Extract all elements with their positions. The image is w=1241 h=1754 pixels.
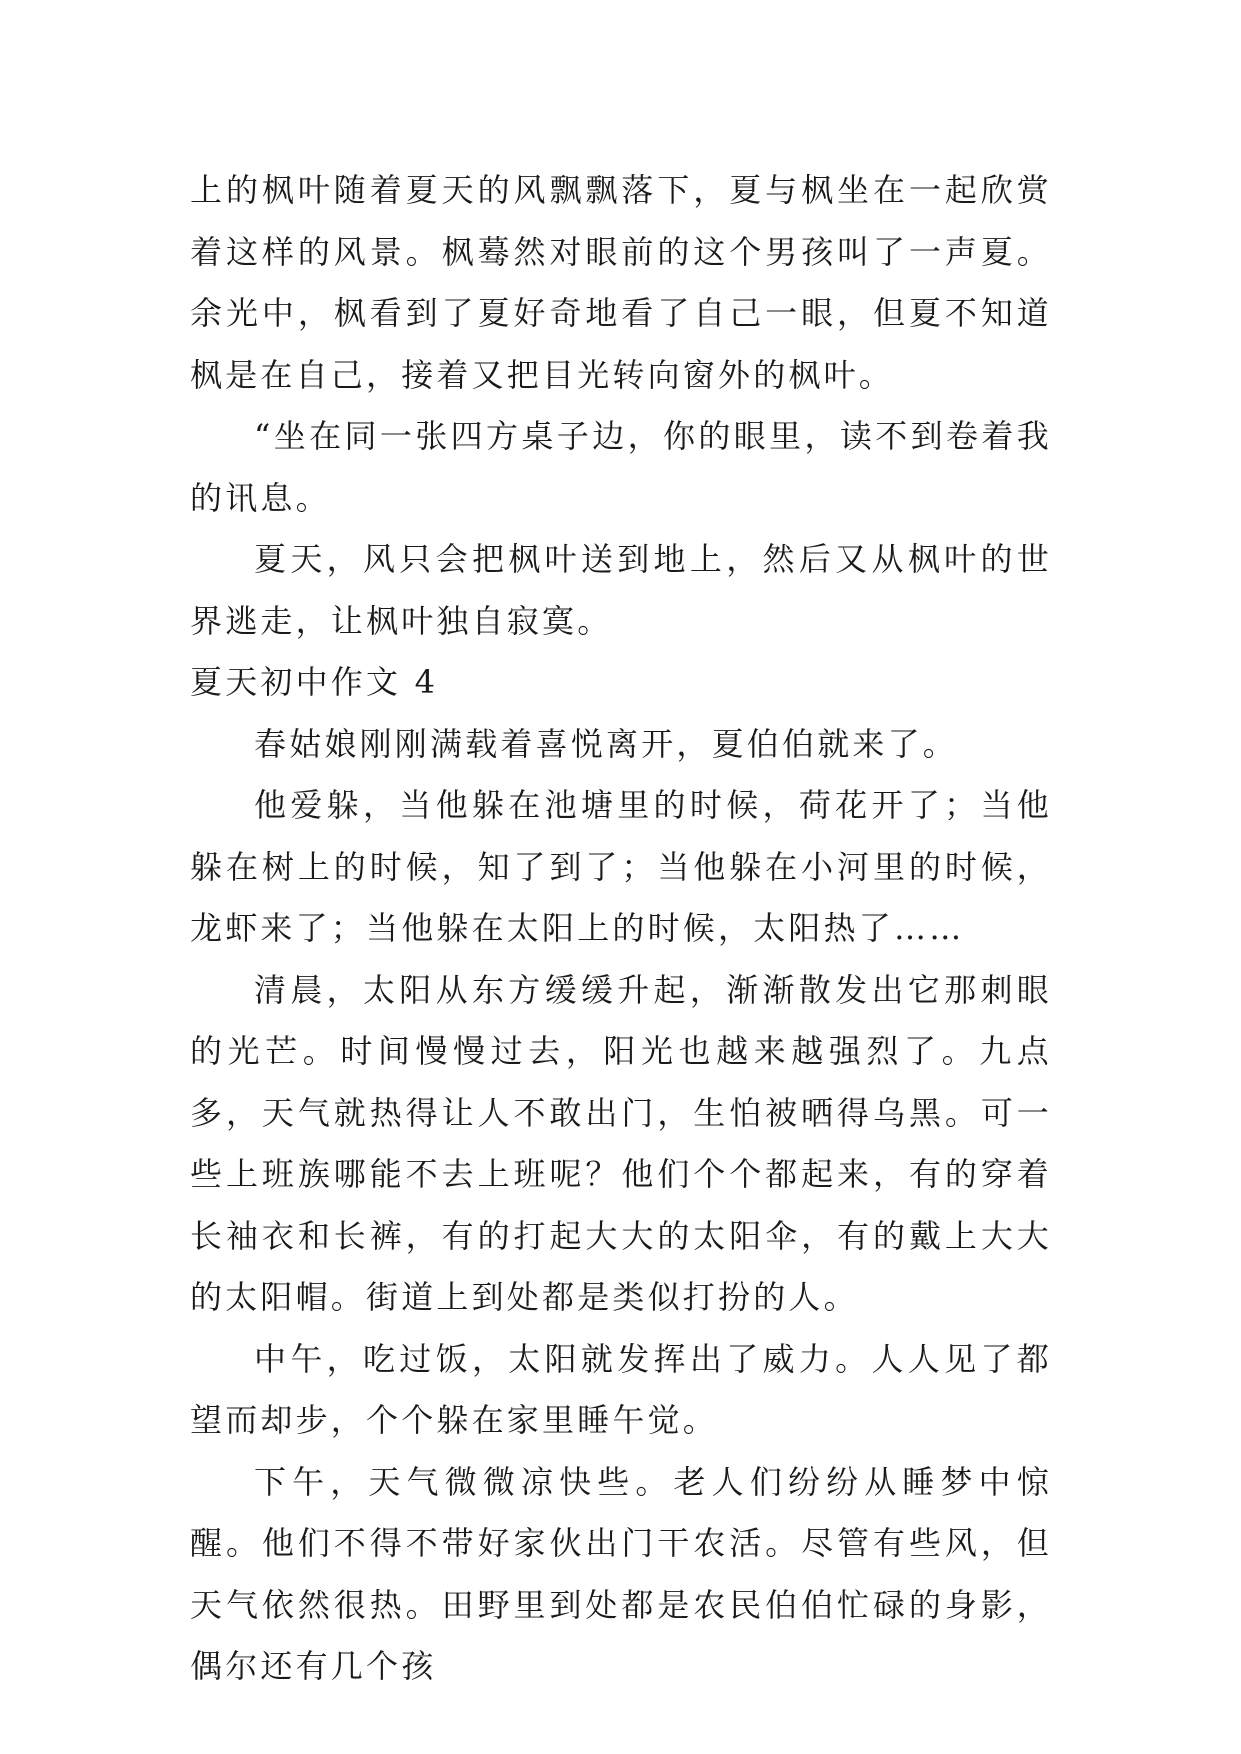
paragraph-3: 夏天，风只会把枫叶送到地上，然后又从枫叶的世界逃走，让枫叶独自寂寞。 [190,540,1052,640]
paragraph-4: 春姑娘刚刚满载着喜悦离开，夏伯伯就来了。 [254,724,959,763]
paragraph-5: 他爱躲，当他躲在池塘里的时候，荷花开了；当他躲在树上的时候，知了到了；当他躲在小河里的时候，龙虾来了；当他躲在太阳上的时候，太阳热了…… [190,786,1052,947]
paragraph-2: “坐在同一张四方桌子边，你的眼里，读不到卷着我的讯息。 [190,417,1052,517]
paragraph-7: 中午，吃过饭，太阳就发挥出了威力。人人见了都望而却步，个个躲在家里睡午觉。 [190,1339,1052,1439]
document-body [190,160,1052,1698]
paragraph-1: 上的枫叶随着夏天的风飘飘落下，夏与枫坐在一起欣赏着这样的风景。枫蓦然对眼前的这个男孩叫了一声夏。余光中，枫看到了夏好奇地看了自己一眼，但夏不知道枫是在自己，接着又把目光转向窗外的枫叶。 [190,171,1052,394]
paragraph-6: 清晨，太阳从东方缓缓升起，渐渐散发出它那刺眼的光芒。时间慢慢过去，阳光也越来越强烈了。九点多，天气就热得让人不敢出门，生怕被晒得乌黑。可一些上班族哪能不去上班呢？他们个个都起来，有的穿着长袖衣和长裤，有的打起大大的太阳伞，有的戴上大大的太阳帽。街道上到处都是类似打扮的人。 [190,970,1052,1316]
section-heading: 夏天初中作文 4 [190,663,439,701]
paragraph-8: 下午，天气微微凉快些。老人们纷纷从睡梦中惊醒。他们不得不带好家伙出门干农活。尽管有些风，但天气依然很热。田野里到处都是农民伯伯忙碌的身影，偶尔还有几个孩 [190,1462,1052,1685]
